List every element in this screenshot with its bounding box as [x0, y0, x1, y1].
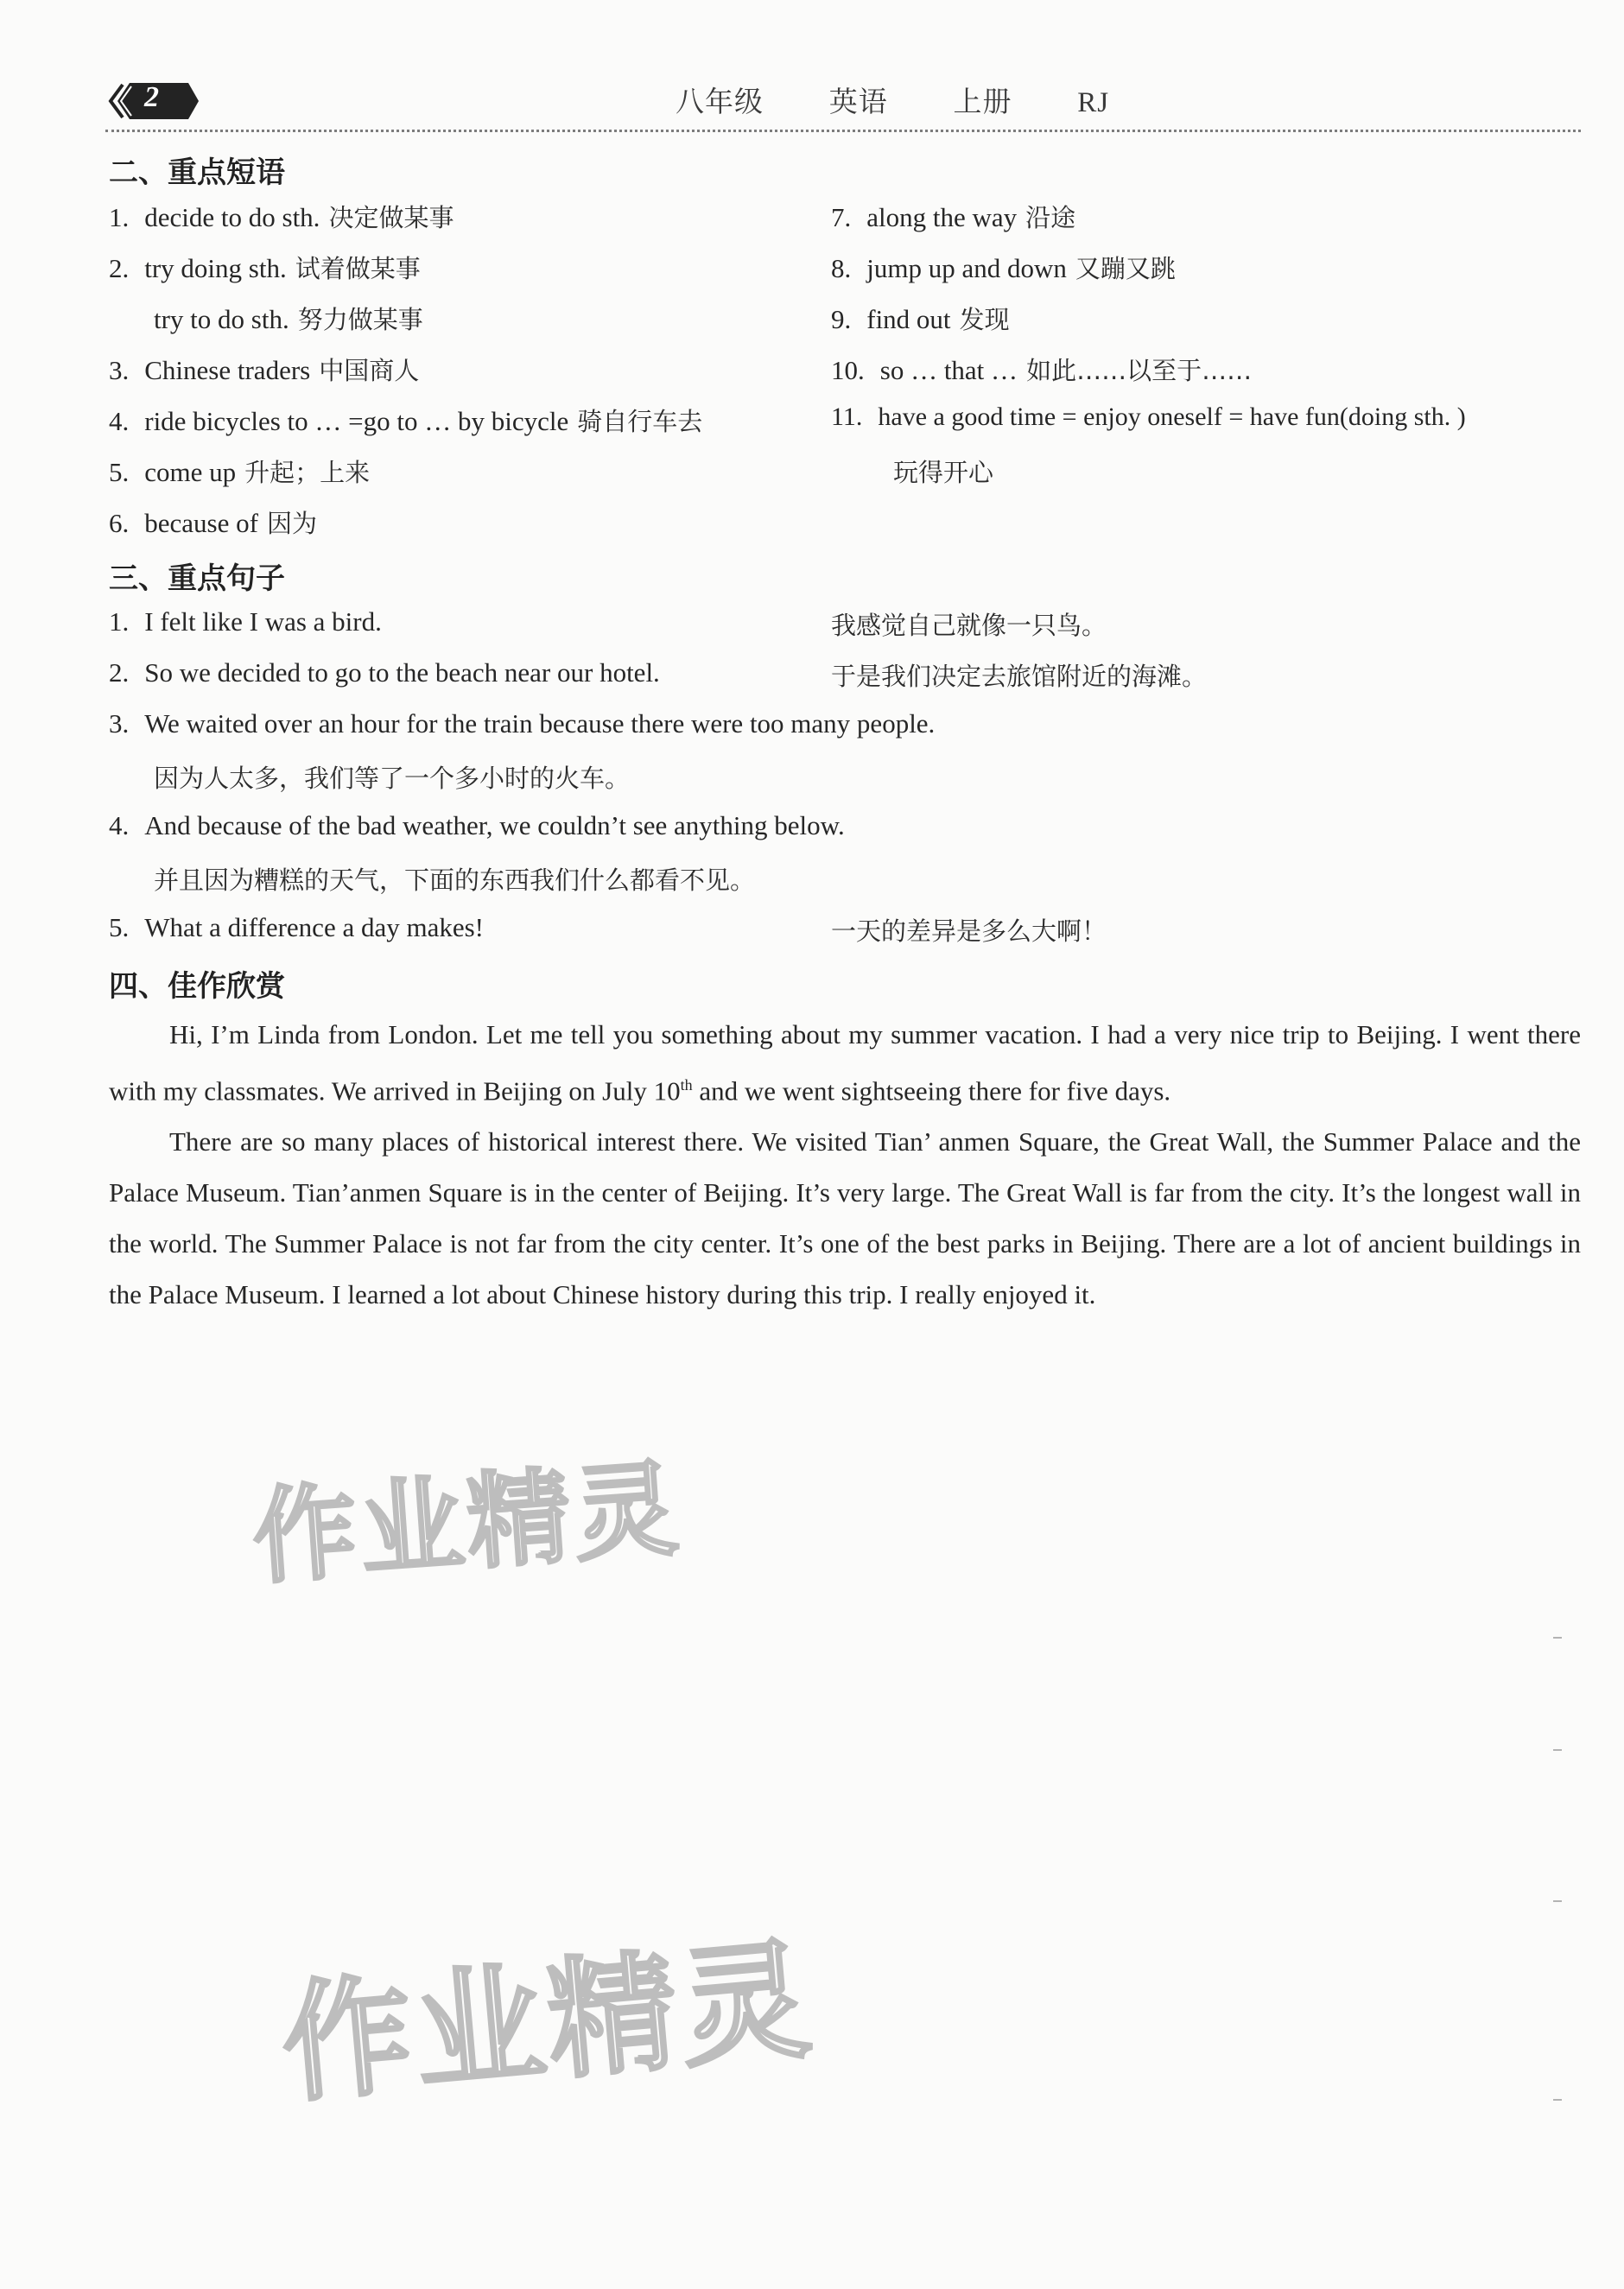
- watermark: 作业精灵: [276, 1924, 820, 2121]
- sentence-zh: [831, 657, 1207, 693]
- phrase-item: [831, 199, 1075, 234]
- sentence-item: [109, 657, 660, 688]
- item-number: 2.: [109, 253, 130, 283]
- sentence-en: And because of the bad weather, we couldn’t see anything below.: [144, 810, 845, 840]
- phrase-item: [831, 250, 1176, 285]
- item-number: 4.: [109, 406, 130, 436]
- phrase-item-continued: [893, 453, 993, 489]
- sentence-en: We waited over an hour for the train because there were too many people.: [144, 708, 936, 739]
- item-number: 8.: [831, 253, 852, 283]
- item-number: 4.: [109, 810, 130, 840]
- phrase-item: [831, 301, 1010, 336]
- sentence-zh: [154, 759, 630, 795]
- sentence-zh: 我感觉自己就像一只鸟。: [831, 611, 1107, 640]
- phrase-zh: 又蹦又跳: [1075, 254, 1176, 283]
- sentence-zh: [154, 861, 755, 897]
- phrase-zh: 决定做某事: [328, 203, 454, 232]
- phrase-en: have a good time = enjoy oneself = have fun(doing sth. ): [878, 403, 1466, 431]
- sentence-item: [109, 708, 935, 739]
- page-number-badge: [105, 78, 200, 124]
- ordinal-suffix: th: [680, 1076, 693, 1094]
- watermark: 作业精灵: [249, 1449, 685, 1600]
- essay-paragraph: [109, 1009, 1581, 1116]
- phrase-item: [109, 250, 421, 285]
- phrase-en: so … that …: [879, 355, 1018, 385]
- item-number: 10.: [831, 355, 865, 385]
- phrase-en: come up: [144, 457, 237, 487]
- phrase-en: because of: [144, 508, 258, 538]
- scan-mark: [1553, 2099, 1562, 2101]
- sentence-item: [109, 912, 484, 943]
- page-header: [105, 69, 1581, 132]
- phrase-en: try to do sth.: [154, 304, 289, 334]
- phrase-zh: 升起；上来: [244, 458, 371, 487]
- scan-mark: [1553, 1749, 1562, 1751]
- phrase-zh: 发现: [959, 305, 1010, 334]
- phrase-zh: 沿途: [1025, 203, 1076, 232]
- phrase-zh: 玩得开心: [893, 458, 994, 487]
- phrase-zh: 如此……以至于……: [1026, 356, 1253, 385]
- essay-paragraph: There are so many places of historical interest there. We visited Tian’ anmen Square, the Great Wall, the Summer Palace and the Palace Museum. Tian’anmen Square is in the center of Beijing. It’s very large. The Great Wall is far from the city. It’s the longest wall in the world. The Summer Palace is not far from the city center. It’s one of the best parks in Beijing. There are a lot of ancient buildings in the Palace Museum. I learned a lot about Chinese history during this trip. I really enjoyed it.: [109, 1126, 1581, 1310]
- sentence-zh: 因为人太多，我们等了一个多小时的火车。: [154, 764, 631, 793]
- phrase-en: jump up and down: [866, 253, 1067, 283]
- phrase-en: along the way: [866, 202, 1018, 232]
- sentence-en: So we decided to go to the beach near our hotel.: [144, 657, 660, 688]
- phrase-item: [109, 199, 454, 234]
- item-number: 1.: [109, 606, 130, 637]
- item-number: 9.: [831, 304, 852, 334]
- sentence-zh: 并且因为糟糕的天气，下面的东西我们什么都看不见。: [154, 866, 756, 895]
- sentence-en: What a difference a day makes!: [144, 912, 484, 942]
- phrase-en: Chinese traders: [144, 355, 311, 385]
- item-number: 3.: [109, 355, 130, 385]
- item-number: 5.: [109, 457, 130, 487]
- sentence-en: I felt like I was a bird.: [144, 606, 382, 637]
- phrase-zh: 中国商人: [319, 356, 420, 385]
- sentence-item: [109, 810, 845, 841]
- item-number: 3.: [109, 708, 130, 739]
- section-heading-phrases: 二、重点短语: [109, 155, 285, 190]
- section-heading-essay: 四、佳作欣赏: [109, 969, 285, 1004]
- item-number: 6.: [109, 508, 130, 538]
- sentence-zh: 一天的差异是多么大啊！: [831, 916, 1107, 946]
- essay-text: and we went sightseeing there for five days.: [692, 1075, 1171, 1106]
- phrase-zh: 骑自行车去: [577, 407, 703, 436]
- phrase-en: try doing sth.: [144, 253, 287, 283]
- essay-text: Hi, I’m Linda from London. Let me tell you something about my summer vacation. I had a very nice trip to Beijing. I went there with my classmates. We arrived in Beijing on July 10: [109, 1019, 1581, 1106]
- phrase-item: [109, 453, 370, 489]
- item-number: 7.: [831, 202, 852, 232]
- phrase-item: [109, 352, 419, 387]
- phrase-item: [831, 352, 1252, 387]
- phrase-zh: 努力做某事: [297, 305, 423, 334]
- item-number: 1.: [109, 202, 130, 232]
- phrase-item: [109, 504, 317, 540]
- scan-mark: [1553, 1637, 1562, 1639]
- running-head: 八年级 英语 上册 RJ: [676, 87, 1110, 118]
- sentence-zh: 于是我们决定去旅馆附近的海滩。: [831, 662, 1208, 691]
- phrase-item: [154, 301, 423, 336]
- section-heading-sentences: 三、重点句子: [109, 561, 285, 596]
- item-number: 11.: [831, 403, 863, 431]
- phrase-en: decide to do sth.: [144, 202, 320, 232]
- phrase-en: ride bicycles to … =go to … by bicycle: [144, 406, 569, 436]
- sentence-item: [109, 606, 382, 637]
- sentence-zh: [831, 606, 1107, 642]
- scan-mark: [1553, 1900, 1562, 1902]
- phrase-item: [109, 403, 702, 438]
- item-number: 5.: [109, 912, 130, 942]
- item-number: 2.: [109, 657, 130, 688]
- page-number: 2: [144, 81, 159, 113]
- phrase-zh: 因为: [266, 509, 317, 538]
- phrase-en: find out: [866, 304, 951, 334]
- model-essay: [109, 1009, 1581, 1320]
- sentence-zh: [831, 912, 1107, 948]
- phrase-item: [831, 403, 1466, 432]
- phrase-zh: 试着做某事: [295, 254, 421, 283]
